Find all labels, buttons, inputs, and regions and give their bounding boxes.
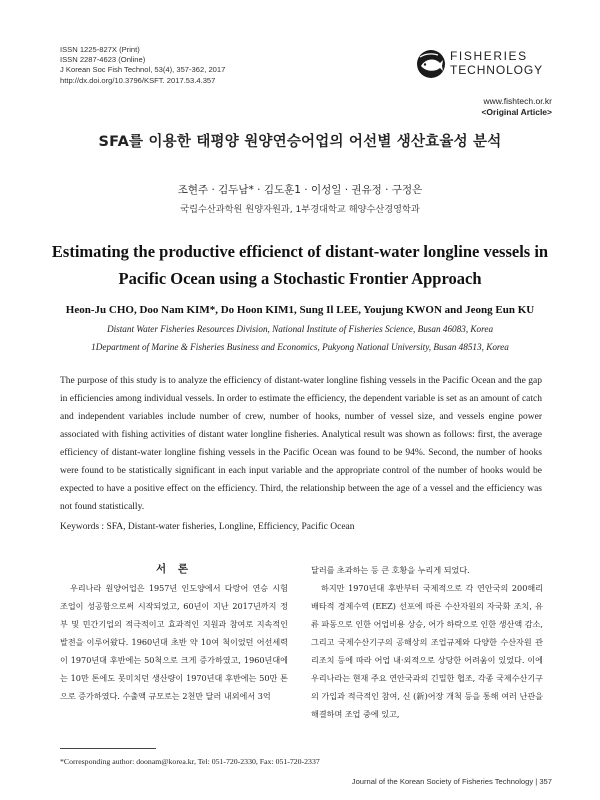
- english-title-line2: Pacific Ocean using a Stochastic Frontier Approach: [118, 269, 482, 288]
- korean-affiliation: 국립수산과학원 원양자원과, 1부경대학교 해양수산경영학과: [180, 204, 420, 215]
- right-column: [311, 561, 543, 723]
- abstract: The purpose of this study is to analyze the efficiency of distant-water longline fishing vessels in the Pacific Ocean and the gap in efficiencies among individual vessels. In order to estimate the efficiency, the dependent variable is set as an amount of catch and independent variables include number of crew, number of hooks, number of vessel size, and vessels engine power associated with fishing activities of distant water longline fisheries. Analytical result was shown as follows: first, the average efficiency of distant-water longline fishing vessels in the Pacific Ocean was found to be 94%. Second, the number of hooks were found to be statistically significant in each input variable and the appropriate control of the number of hooks would be expected to have a positive effect on the efficiency. Third, the relationship between the age of a vessel and the efficiency was not found statistically.: [60, 376, 542, 512]
- english-authors: Heon-Ju CHO, Doo Nam KIM*, Do Hoon KIM1, Sung Il LEE, Youjung KWON and Jeong Eun KU: [65, 304, 535, 316]
- intro-paragraph-1: 우리나라 원양어업은 1957년 인도양에서 다랑어 연승 시험 조업이 성공함으로써 시작되었고, 60년이 지난 2017년까지 정부 및 민간기업의 적극적이고 효과적인 지원과 참여로 지속적인 발전을 이루어왔다. 1960년대 초반 약 10여 척이었던 어선세력이 1970년대 후반에는 50척으로 크게 증가하였고, 1960년대에는 10만 톤에도 못미치던 생산량이 1970년대 후반에는 50만 톤으로 증가하였다. 수출액 규모로는 2천만 달러 내외에서 3억: [60, 583, 288, 701]
- korean-authors: 조현주 · 김두남* · 김도훈1 · 이성일 · 권유정 · 구정은: [177, 184, 423, 196]
- korean-title: SFA를 이용한 태평양 원양연승어업의 어선별 생산효율성 분석: [98, 134, 502, 150]
- site-info: [481, 96, 552, 118]
- issn-print: ISSN 1225-827X (Print): [60, 45, 140, 54]
- fish-logo-icon: [416, 49, 446, 79]
- english-title: [40, 238, 560, 292]
- footnote-divider: [60, 748, 156, 749]
- intro-paragraph-1-cont: 달러를 초과하는 등 큰 호황을 누리게 되었다.: [311, 565, 470, 575]
- logo-line1: FISHERIES: [450, 49, 528, 63]
- affiliation-2: 1Department of Marine & Fisheries Business and Economics, Pukyong National University, Busan 48513, Korea: [91, 342, 509, 352]
- logo-line2: TECHNOLOGY: [450, 63, 544, 77]
- footnote: *Corresponding author: doonam@korea.kr, Tel: 051-720-2330, Fax: 051-720-2337: [60, 757, 320, 766]
- left-column: [60, 561, 288, 705]
- page-footer: Journal of the Korean Society of Fisheries Technology | 357: [351, 777, 552, 786]
- affiliation-1: Distant Water Fisheries Resources Division, National Institute of Fisheries Science, Busan 46083, Korea: [106, 324, 494, 334]
- intro-paragraph-2: 하지만 1970년대 후반부터 국제적으로 각 연안국의 200해리 배타적 경제수역 (EEZ) 선포에 따른 수산자원의 자국화 조치, 유류 파동으로 인한 어업비용 상승, 어가 하락으로 인한 생산액 감소, 그리고 국제수산기구의 공해상의 조업규제와 다양한 수산자원 관리조치 등에 따라 어업 내·외적으로 상당한 어려움이 있었다. 이에 우리나라는 현재 주요 연안국과의 긴밀한 협조, 각종 국제수산기구의 가입과 적극적인 참여, 신 (新)어장 개척 등을 통해 여러 난관을 해결하며 조업 중에 있고,: [311, 583, 543, 719]
- article-type: <Original Article>: [481, 107, 552, 117]
- issn-online: ISSN 2287-4623 (Online): [60, 55, 146, 65]
- keywords: Keywords : SFA, Distant-water fisheries, Longline, Efficiency, Pacific Ocean: [60, 522, 355, 532]
- journal-citation: J Korean Soc Fish Technol, 53(4), 357-362, 2017: [60, 65, 226, 75]
- journal-logo: [416, 49, 552, 93]
- english-title-line1: Estimating the productive efficienct of distant-water longline vessels in: [51, 242, 549, 261]
- website-link[interactable]: www.fishtech.or.kr: [483, 96, 552, 106]
- journal-header: [60, 45, 320, 86]
- section-title: 서 론: [156, 563, 192, 575]
- doi-link[interactable]: http://dx.doi.org/10.3796/KSFT. 2017.53.4.357: [60, 75, 216, 85]
